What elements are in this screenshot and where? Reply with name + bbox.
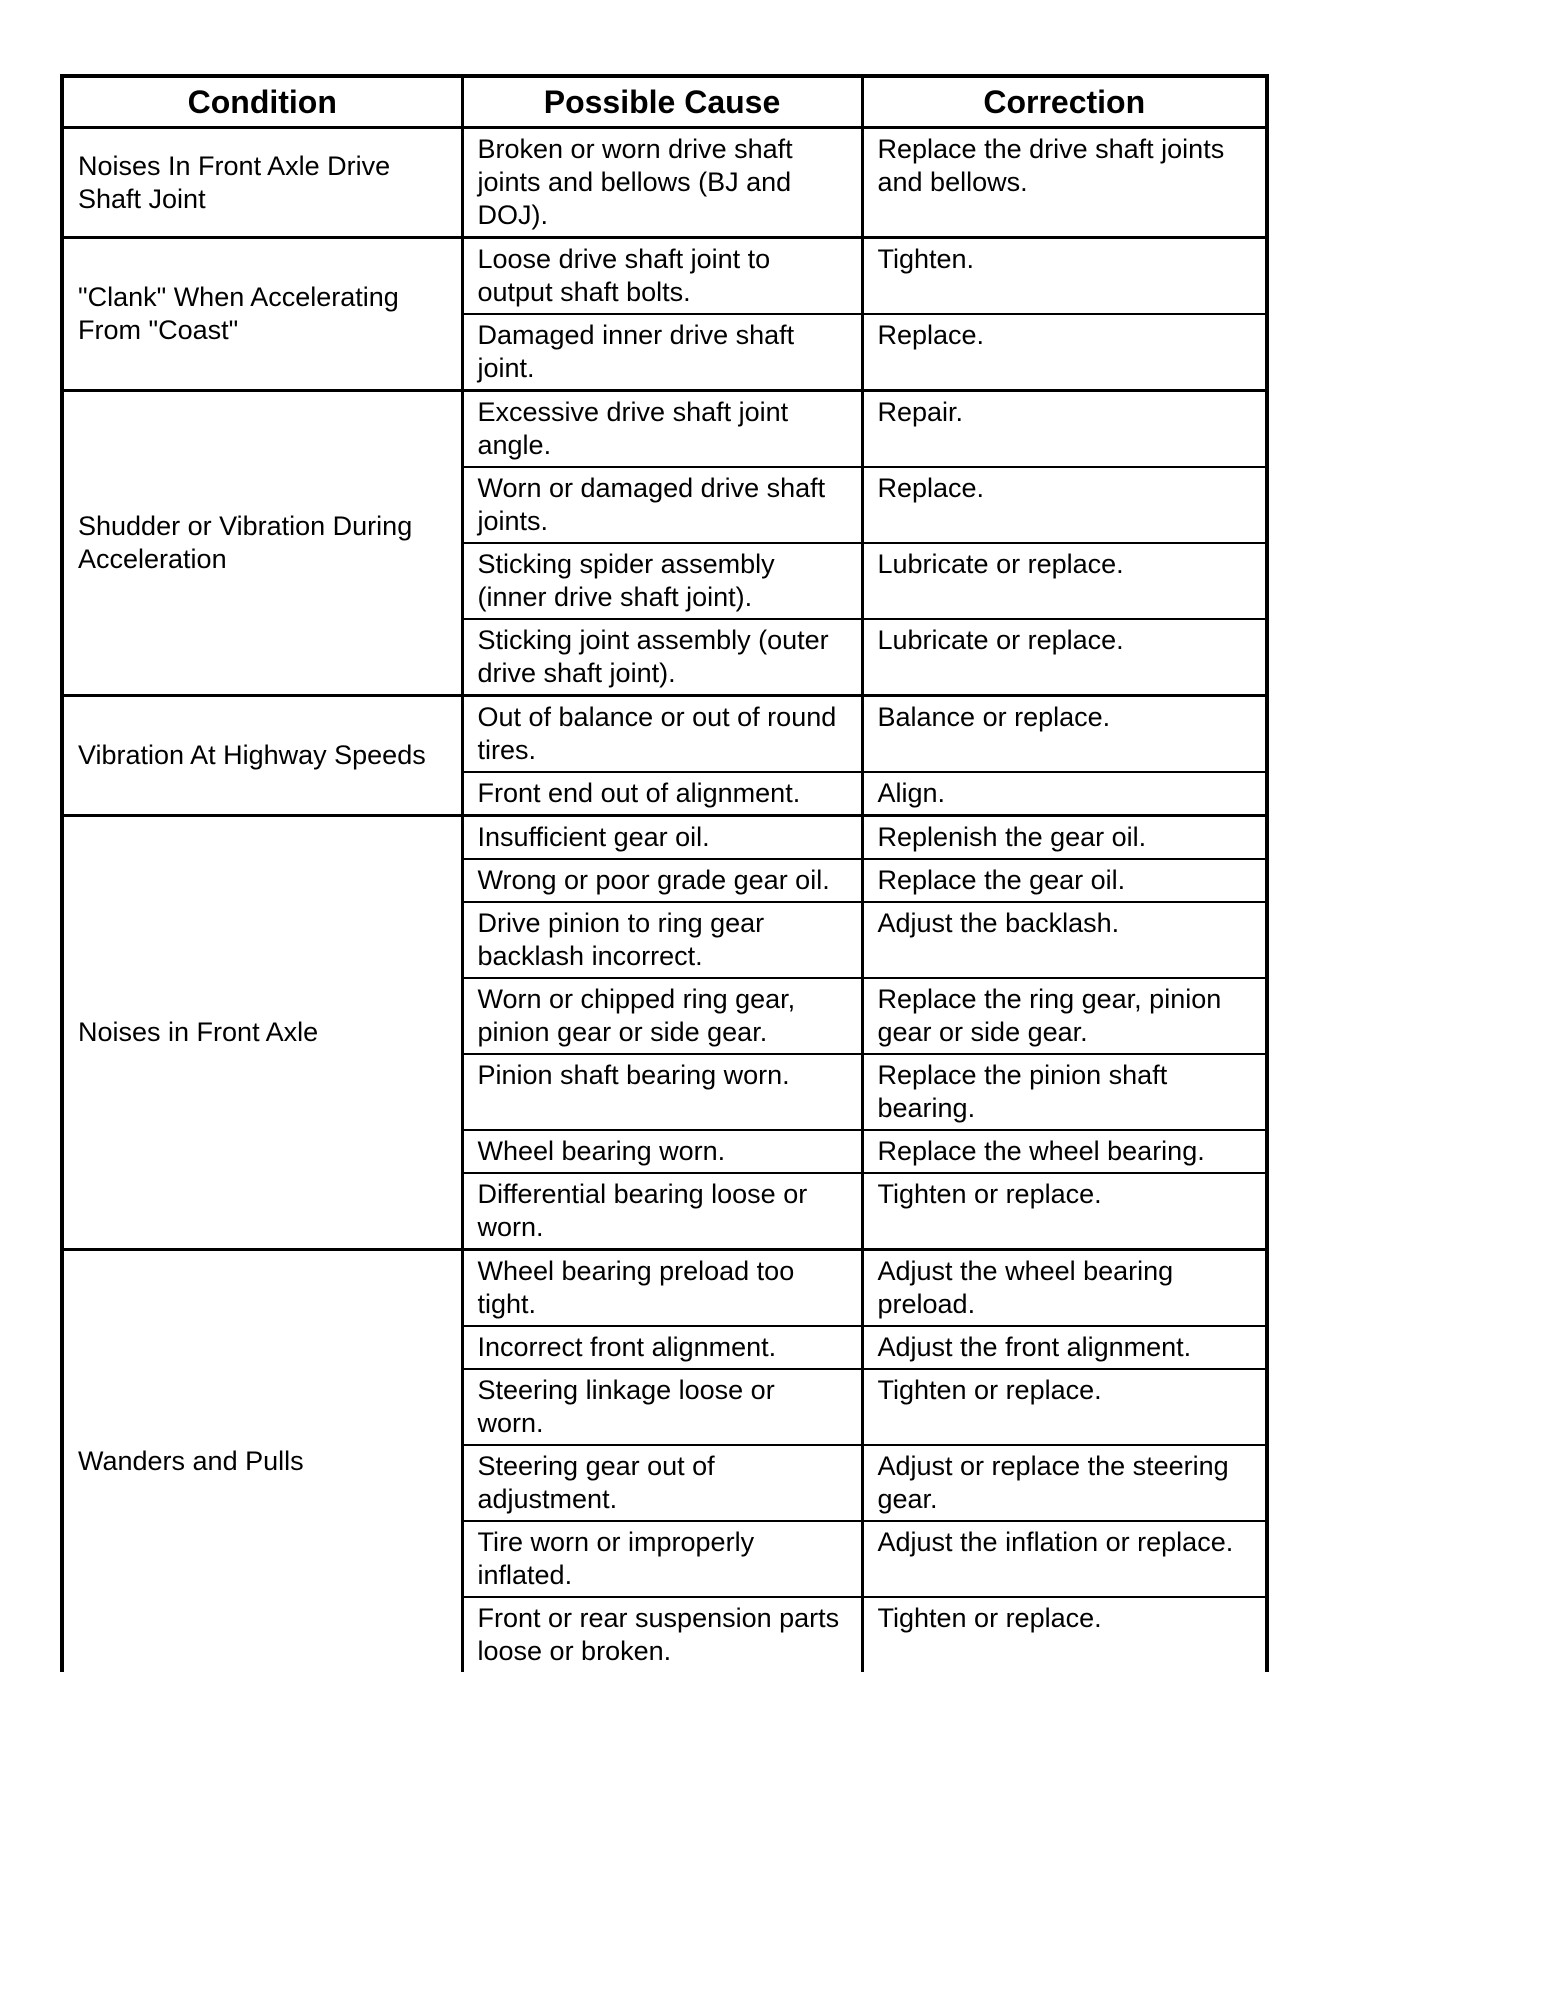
correction-cell: Adjust the front alignment. xyxy=(862,1326,1267,1369)
cause-cell: Wheel bearing worn. xyxy=(462,1130,862,1173)
condition-cell: Wanders and Pulls xyxy=(62,1250,462,1673)
correction-cell: Adjust the backlash. xyxy=(862,902,1267,978)
condition-cell: "Clank" When Accelerating From "Coast" xyxy=(62,238,462,391)
correction-cell: Adjust the wheel bearing preload. xyxy=(862,1250,1267,1327)
correction-cell: Replace the drive shaft joints and bellows. xyxy=(862,128,1267,238)
table-header-row xyxy=(62,76,1267,128)
cause-cell: Incorrect front alignment. xyxy=(462,1326,862,1369)
header-possible-cause: Possible Cause xyxy=(462,76,862,128)
correction-cell: Tighten or replace. xyxy=(862,1173,1267,1250)
cause-cell: Sticking spider assembly (inner drive shaft joint). xyxy=(462,543,862,619)
condition-cell: Shudder or Vibration During Acceleration xyxy=(62,391,462,696)
cause-cell: Steering gear out of adjustment. xyxy=(462,1445,862,1521)
correction-cell: Replace the gear oil. xyxy=(862,859,1267,902)
correction-cell: Lubricate or replace. xyxy=(862,543,1267,619)
cause-cell: Drive pinion to ring gear backlash incorrect. xyxy=(462,902,862,978)
header-correction: Correction xyxy=(862,76,1267,128)
table-row xyxy=(62,391,1267,468)
table-row xyxy=(62,1250,1267,1327)
cause-cell: Steering linkage loose or worn. xyxy=(462,1369,862,1445)
correction-cell: Replenish the gear oil. xyxy=(862,816,1267,860)
correction-cell: Tighten or replace. xyxy=(862,1369,1267,1445)
correction-cell: Replace. xyxy=(862,314,1267,391)
table-row xyxy=(62,816,1267,860)
cause-cell: Wrong or poor grade gear oil. xyxy=(462,859,862,902)
cause-cell: Differential bearing loose or worn. xyxy=(462,1173,862,1250)
correction-cell: Lubricate or replace. xyxy=(862,619,1267,696)
cause-cell: Excessive drive shaft joint angle. xyxy=(462,391,862,468)
cause-cell: Out of balance or out of round tires. xyxy=(462,696,862,773)
cause-cell: Wheel bearing preload too tight. xyxy=(462,1250,862,1327)
condition-cell: Noises in Front Axle xyxy=(62,816,462,1250)
correction-cell: Replace. xyxy=(862,467,1267,543)
cause-cell: Pinion shaft bearing worn. xyxy=(462,1054,862,1130)
cause-cell: Worn or damaged drive shaft joints. xyxy=(462,467,862,543)
table-row xyxy=(62,696,1267,773)
correction-cell: Repair. xyxy=(862,391,1267,468)
cause-cell: Broken or worn drive shaft joints and bellows (BJ and DOJ). xyxy=(462,128,862,238)
cause-cell: Loose drive shaft joint to output shaft bolts. xyxy=(462,238,862,315)
correction-cell: Adjust the inflation or replace. xyxy=(862,1521,1267,1597)
diagnosis-table xyxy=(60,74,1269,1672)
correction-cell: Tighten or replace. xyxy=(862,1597,1267,1672)
condition-cell: Vibration At Highway Speeds xyxy=(62,696,462,816)
correction-cell: Replace the pinion shaft bearing. xyxy=(862,1054,1267,1130)
correction-cell: Replace the ring gear, pinion gear or side gear. xyxy=(862,978,1267,1054)
table-row xyxy=(62,128,1267,238)
cause-cell: Front or rear suspension parts loose or broken. xyxy=(462,1597,862,1672)
cause-cell: Tire worn or improperly inflated. xyxy=(462,1521,862,1597)
cause-cell: Insufficient gear oil. xyxy=(462,816,862,860)
condition-cell: Noises In Front Axle Drive Shaft Joint xyxy=(62,128,462,238)
correction-cell: Balance or replace. xyxy=(862,696,1267,773)
correction-cell: Adjust or replace the steering gear. xyxy=(862,1445,1267,1521)
table-row xyxy=(62,238,1267,315)
correction-cell: Align. xyxy=(862,772,1267,816)
header-condition: Condition xyxy=(62,76,462,128)
cause-cell: Worn or chipped ring gear, pinion gear or side gear. xyxy=(462,978,862,1054)
cause-cell: Damaged inner drive shaft joint. xyxy=(462,314,862,391)
cause-cell: Front end out of alignment. xyxy=(462,772,862,816)
correction-cell: Replace the wheel bearing. xyxy=(862,1130,1267,1173)
cause-cell: Sticking joint assembly (outer drive shaft joint). xyxy=(462,619,862,696)
correction-cell: Tighten. xyxy=(862,238,1267,315)
